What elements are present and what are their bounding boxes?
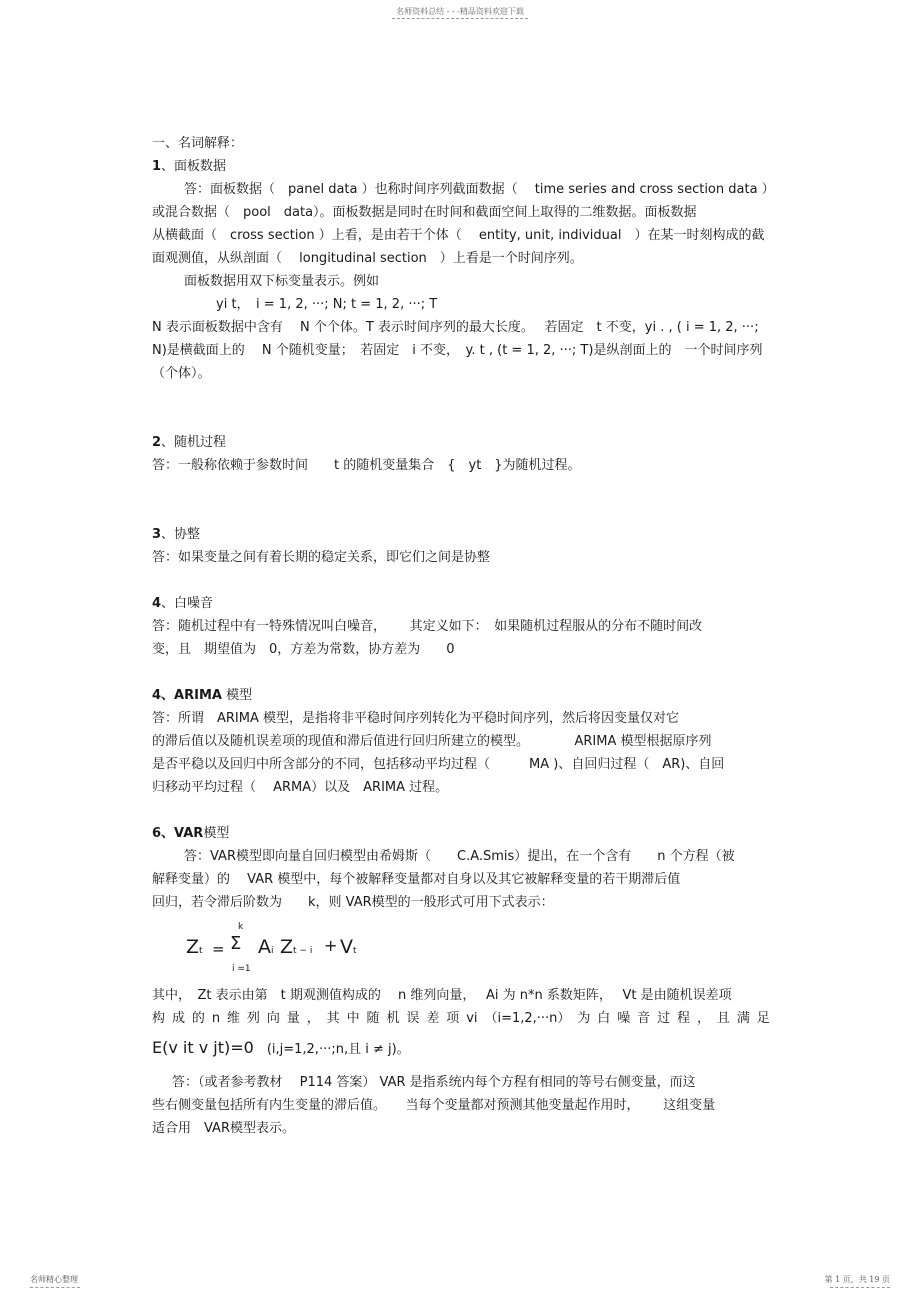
paragraph: 些右侧变量包括所有内生变量的滞后值。 当每个变量都对预测其他变量起作用时， 这组变量 <box>152 1098 716 1113</box>
justified-char: 其 <box>326 1011 340 1026</box>
justified-char: vi <box>466 1011 478 1026</box>
footer-divider <box>830 1287 890 1288</box>
justified-char: 白 <box>597 1011 611 1026</box>
paragraph: 从横截面（ cross section ）上看，是由若干个体（ entity, unit, individual ）在某一时刻构成的截 <box>152 228 765 243</box>
eq-z: Zt <box>186 936 203 958</box>
paragraph: 是否平稳以及回归中所含部分的不同，包括移动平均过程（ MA )、自回归过程（ AR)、自回 <box>152 757 725 772</box>
paragraph: 面板数据用双下标变量表示。例如 <box>184 274 380 289</box>
footer-left: 名师精心整理 <box>30 1275 78 1284</box>
page-number: 第 1 页，共 19 页 <box>824 1275 890 1284</box>
justified-char: 噪 <box>617 1011 631 1026</box>
paragraph: 或混合数据（ pool data）。面板数据是同时在时间和截面空间上取得的二维数据。面板数据 <box>152 205 697 220</box>
justified-char: n <box>211 1011 221 1026</box>
item-panel-title: 1、面板数据 <box>152 159 227 174</box>
paragraph: 的滞后值以及随机误差项的现值和滞后值进行回归所建立的模型。 ARIMA 模型根据原序列 <box>152 734 712 749</box>
paragraph: 适合用 VAR模型表示。 <box>152 1121 295 1136</box>
justified-char: 误 <box>406 1011 420 1026</box>
eq-upper-limit: k <box>238 922 244 932</box>
item-coint-title: 3、协整 <box>152 527 201 542</box>
justified-char: 的 <box>191 1011 205 1026</box>
eq-plus: + <box>324 936 338 955</box>
eq-a: Ai <box>258 936 274 958</box>
eq-equals: = <box>212 940 225 958</box>
justified-char: 向 <box>266 1011 280 1026</box>
paragraph: 其中， Zt 表示由第 t 期观测值构成的 n 维列向量， Ai 为 n*n 系数矩阵， Vt 是由随机误差项 <box>152 988 732 1003</box>
justified-char: 维 <box>226 1011 240 1026</box>
paragraph: N)是横截面上的 N 个随机变量； 若固定 i 不变， y. t , (t = 1, 2, ···; T)是纵剖面上的 一个时间序列 <box>152 343 763 358</box>
paragraph: E(v it v jt)=0 (i,j=1,2,···;n,且 i ≠ j)。 <box>152 1038 410 1057</box>
paragraph: 答：随机过程中有一特殊情况叫白噪音， 其定义如下： 如果随机过程服从的分布不随时间改 <box>152 619 703 634</box>
justified-char: 程 <box>677 1011 691 1026</box>
paragraph: 答：面板数据（ panel data ）也称时间序列截面数据（ time series and cross section data ） <box>184 182 775 197</box>
paragraph: 面观测值，从纵剖面（ longitudinal section ）上看是一个时间序列。 <box>152 251 583 266</box>
paragraph: 答：如果变量之间有着长期的稳定关系，即它们之间是协整 <box>152 550 491 565</box>
paragraph: 回归，若令滞后阶数为 k，则 VAR模型的一般形式可用下式表示： <box>152 895 554 910</box>
paragraph: 解释变量）的 VAR 模型中，每个被解释变量都对自身以及其它被解释变量的若干期滞后值 <box>152 872 681 887</box>
item-random-title: 2、随机过程 <box>152 435 227 450</box>
eq-v: Vt <box>340 936 357 958</box>
justified-char: （i=1,2,···n） <box>484 1011 571 1026</box>
justified-char: 足 <box>756 1011 770 1026</box>
justified-char: 成 <box>171 1011 185 1026</box>
section-title: 一、名词解释： <box>152 136 244 151</box>
var-equation <box>152 918 772 982</box>
justified-char: 量 <box>286 1011 300 1026</box>
eq-lower-limit: i =1 <box>232 964 251 974</box>
justified-char: 构 <box>152 1011 166 1026</box>
footer-divider <box>30 1287 80 1288</box>
sigma-icon: Σ <box>230 933 242 954</box>
paragraph: 答：所谓 ARIMA 模型，是指将非平稳时间序列转化为平稳时间序列，然后将因变量仅对它 <box>152 711 680 726</box>
justified-char: 满 <box>736 1011 750 1026</box>
header-divider <box>392 18 528 19</box>
paragraph: 答：（或者参考教材 P114 答案） VAR 是指系统内每个方程有相同的等号右侧变量，而这 <box>172 1075 696 1090</box>
justified-char: 音 <box>637 1011 651 1026</box>
item-var-title: 6、VAR模型 <box>152 826 230 841</box>
eq-z-lag: Zt − i <box>280 936 313 958</box>
item-arima-title: 4、ARIMA 模型 <box>152 688 253 703</box>
formula: yi t， i = 1, 2, ···; N; t = 1, 2, ···; T <box>216 297 438 312</box>
item-white-title: 4、白噪音 <box>152 596 214 611</box>
justified-char: 随 <box>366 1011 380 1026</box>
justified-char: 且 <box>716 1011 730 1026</box>
justified-char: 差 <box>426 1011 440 1026</box>
paragraph: 变，且 期望值为 0，方差为常数，协方差为 0 <box>152 642 455 657</box>
justified-char: 列 <box>246 1011 260 1026</box>
justified-char: 机 <box>386 1011 400 1026</box>
paragraph: N 表示面板数据中含有 N 个个体。T 表示时间序列的最大长度。 若固定 t 不变，yi . , ( i = 1, 2, ···; <box>152 320 759 335</box>
page-header: 名师资料总结 - - -精品资料欢迎下载 <box>396 7 524 16</box>
justified-char: ， <box>306 1011 320 1026</box>
justified-line <box>152 1007 770 1030</box>
paragraph: 答：一般称依赖于参数时间 t 的随机变量集合 { yt }为随机过程。 <box>152 458 581 473</box>
justified-char: 中 <box>346 1011 360 1026</box>
paragraph: （个体）。 <box>152 366 211 381</box>
justified-char: 为 <box>577 1011 591 1026</box>
justified-char: 过 <box>657 1011 671 1026</box>
paragraph: 归移动平均过程（ ARMA）以及 ARIMA 过程。 <box>152 780 449 795</box>
document-body <box>152 132 775 1140</box>
paragraph: 答：VAR模型即向量自回归模型由希姆斯（ C.A.Smis）提出，在一个含有 n 个方程（被 <box>184 849 735 864</box>
justified-char: 项 <box>446 1011 460 1026</box>
justified-char: ， <box>696 1011 710 1026</box>
